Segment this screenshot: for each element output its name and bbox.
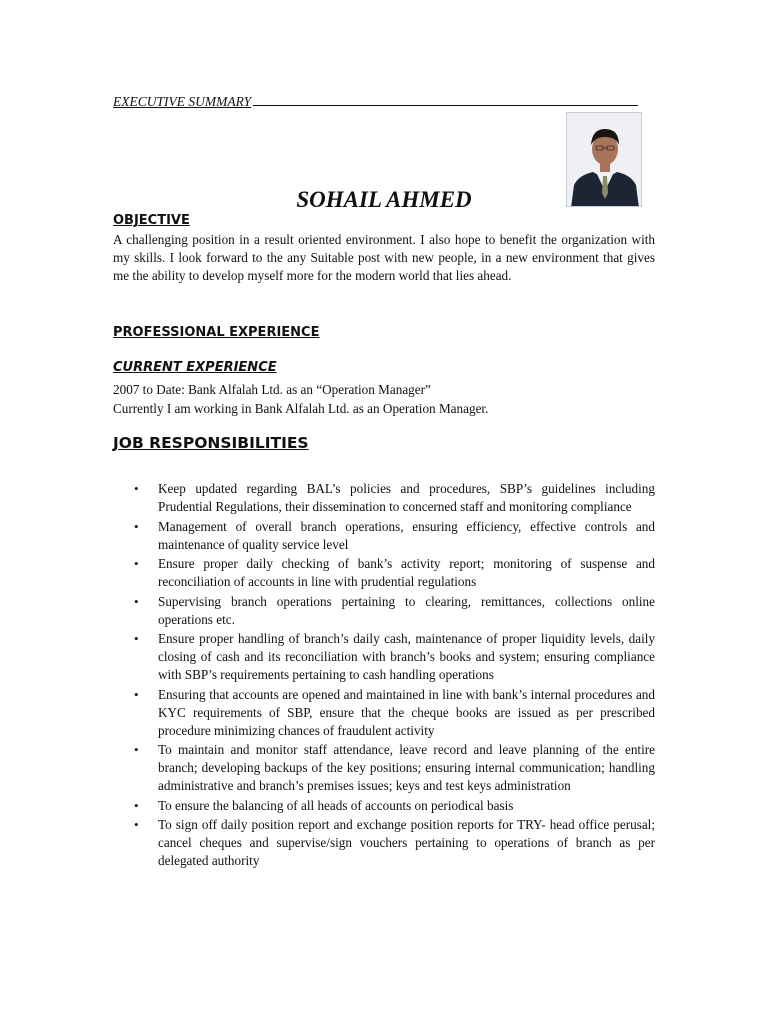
list-item xyxy=(113,593,655,629)
list-item xyxy=(113,555,655,591)
list-item xyxy=(113,518,655,554)
list-item-text: To ensure the balancing of all heads of accounts on periodical basis xyxy=(158,797,514,813)
list-item-text: Ensure proper handling of branch’s daily cash, maintenance of proper liquidity levels, daily closing of cash and its reconciliation with branch’s books and system; ensuring compliance with SBP’s requirements pertaining to cash handling operations xyxy=(158,631,655,682)
list-item xyxy=(113,816,655,870)
current-experience-details xyxy=(113,380,673,418)
list-item-text: Keep updated regarding BAL’s policies and procedures, SBP’s guidelines including Prudential Regulations, their dissemination to concerned staff and monitoring compliance xyxy=(158,481,655,514)
job-responsibilities-list xyxy=(113,480,655,872)
candidate-name: SOHAIL AHMED xyxy=(296,187,472,212)
professional-experience-heading: PROFESSIONAL EXPERIENCE xyxy=(113,325,320,340)
current-experience-dates: 2007 to Date: Bank Alfalah Ltd. as an “Operation Manager” xyxy=(113,382,431,397)
bullet-icon: • xyxy=(134,686,139,702)
list-item xyxy=(113,741,655,795)
job-responsibilities-heading: JOB RESPONSIBILITIES xyxy=(113,434,309,452)
bullet-icon: • xyxy=(134,742,139,757)
list-item-text: To sign off daily position report and exchange position reports for TRY- head office perusal; cancel cheques and supervise/sign vouchers pertaining to operations of branch as per delegated authority xyxy=(158,817,655,868)
bullet-icon: • xyxy=(134,556,139,571)
bullet-icon: • xyxy=(134,518,139,534)
bullet-icon: • xyxy=(134,797,139,813)
bullet-icon: • xyxy=(134,593,139,609)
bullet-icon: • xyxy=(134,817,139,832)
bullet-icon: • xyxy=(134,631,139,646)
list-item-text: Ensuring that accounts are opened and maintained in line with bank’s internal procedures and KYC requirements of SBP, ensure that the cheque books are issued as per prescribed procedure minimizing chances of fraudulent activity xyxy=(158,686,655,738)
list-item xyxy=(113,686,655,740)
current-experience-heading: CURRENT EXPERIENCE xyxy=(113,360,277,375)
list-item xyxy=(113,797,655,815)
list-item-text: To maintain and monitor staff attendance, leave record and leave planning of the entire branch; developing backups of the key positions; ensuring internal communication; handling administrative and branch’s premises issues; keys and test keys administration xyxy=(158,742,655,793)
bullet-icon: • xyxy=(134,481,139,496)
executive-summary-header xyxy=(113,94,653,110)
list-item xyxy=(113,480,655,516)
list-item-text: Management of overall branch operations, ensuring efficiency, effective controls and maintenance of quality service level xyxy=(158,518,655,552)
objective-heading: OBJECTIVE xyxy=(113,213,190,228)
list-item-text: Ensure proper daily checking of bank’s activity report; monitoring of suspense and reconciliation of accounts in line with prudential regulations xyxy=(158,556,655,589)
objective-text: A challenging position in a result oriented environment. I also hope to benefit the organization with my skills. I look forward to the any Suitable post with new people, in a new environment that gives me the ability to develop myself more for the modern world that lies ahead. xyxy=(113,232,655,283)
current-experience-description: Currently I am working in Bank Alfalah Ltd. as an Operation Manager. xyxy=(113,401,489,416)
executive-summary-label: EXECUTIVE SUMMARY xyxy=(113,94,252,109)
list-item-text: Supervising branch operations pertaining to clearing, remittances, collections online operations etc. xyxy=(158,593,655,627)
list-item xyxy=(113,630,655,684)
header-underline-rule xyxy=(253,104,638,106)
